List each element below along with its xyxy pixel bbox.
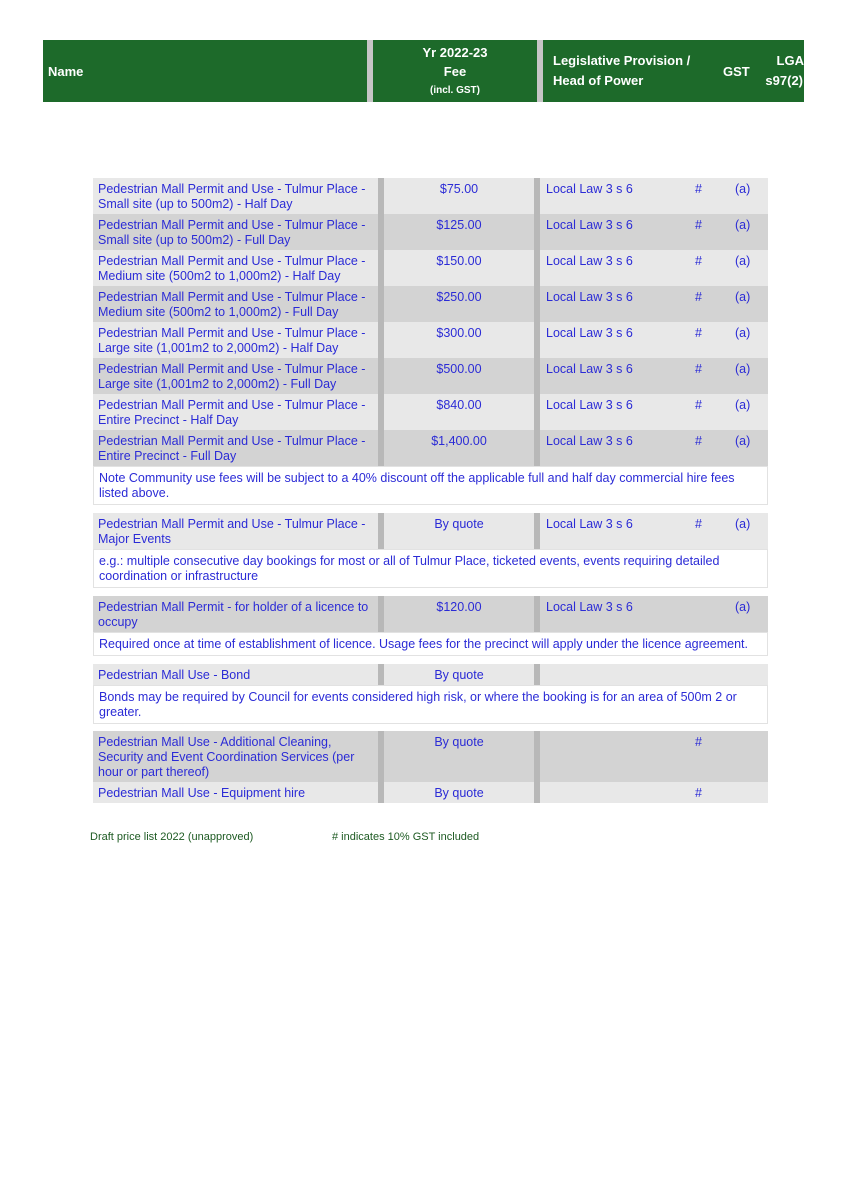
fee-amount: By quote — [434, 517, 484, 531]
lga-category: (a) — [735, 362, 751, 376]
fee-note: Bonds may be required by Council for events considered high risk, or where the booking is for an area of 500m 2 or greater. — [93, 685, 768, 724]
gst-flag: # — [695, 398, 702, 412]
fee-name: Pedestrian Mall Permit and Use - Tulmur Place - Entire Precinct - Half Day — [98, 398, 366, 427]
fee-amount: $75.00 — [439, 182, 479, 196]
table-header — [43, 40, 804, 102]
fee-amount: $500.00 — [436, 362, 482, 376]
legislation: Local Law 3 s 6 — [546, 434, 633, 448]
table-row — [93, 664, 768, 685]
legislation: Local Law 3 s 6 — [546, 182, 633, 196]
legislation: Local Law 3 s 6 — [546, 517, 633, 531]
fee-name: Pedestrian Mall Use - Bond — [98, 668, 251, 682]
header-legislation-line1: Legislative Provision / — [553, 53, 691, 68]
fee-amount: $1,400.00 — [431, 434, 487, 448]
gst-flag: # — [695, 434, 702, 448]
fee-amount: $150.00 — [436, 254, 482, 268]
fee-group-services — [93, 731, 768, 803]
fee-amount: By quote — [434, 668, 484, 682]
gst-flag — [695, 664, 735, 685]
lga-category: (a) — [735, 517, 751, 531]
header-fee-note: (incl. GST) — [430, 84, 480, 96]
table-row — [93, 214, 768, 250]
lga-category: (a) — [735, 434, 751, 448]
lga-category: (a) — [735, 182, 751, 196]
fee-amount: $300.00 — [436, 326, 482, 340]
lga-category — [735, 782, 768, 803]
fee-amount: $840.00 — [436, 398, 482, 412]
gst-flag: # — [695, 290, 702, 304]
lga-category — [735, 731, 768, 782]
table-row — [93, 430, 768, 466]
table-row — [93, 358, 768, 394]
table-row — [93, 286, 768, 322]
lga-category: (a) — [735, 398, 751, 412]
header-gst: GST — [723, 40, 753, 102]
fee-note: Note Community use fees will be subject to a 40% discount off the applicable full and half day commercial hire fees listed above. — [93, 466, 768, 505]
header-legislation — [543, 40, 723, 102]
fee-group-licence — [93, 596, 768, 656]
legislation: Local Law 3 s 6 — [546, 290, 633, 304]
table-row — [93, 322, 768, 358]
legislation: Local Law 3 s 6 — [546, 600, 633, 614]
fee-group-site-hire — [93, 178, 768, 505]
lga-category: (a) — [735, 326, 751, 340]
fee-amount: $125.00 — [436, 218, 482, 232]
fee-name: Pedestrian Mall Permit and Use - Tulmur Place - Medium site (500m2 to 1,000m2) - Full Day — [98, 290, 366, 319]
draft-label: Draft price list 2022 (unapproved) — [90, 831, 254, 843]
fee-name: Pedestrian Mall Use - Equipment hire — [98, 786, 306, 800]
fee-name: Pedestrian Mall Permit and Use - Tulmur Place - Entire Precinct - Full Day — [98, 434, 366, 463]
table-row — [93, 782, 768, 803]
legislation: Local Law 3 s 6 — [546, 218, 633, 232]
table-row — [93, 596, 768, 632]
header-name: Name — [43, 40, 367, 102]
legislation: Local Law 3 s 6 — [546, 326, 633, 340]
fee-name: Pedestrian Mall Use - Additional Cleaning, Security and Event Coordination Services (per hour or part thereof) — [98, 735, 355, 779]
table-row — [93, 513, 768, 549]
fee-name: Pedestrian Mall Permit and Use - Tulmur Place - Major Events — [98, 517, 366, 546]
fee-group-bond — [93, 664, 768, 724]
lga-category: (a) — [735, 254, 751, 268]
fee-amount: By quote — [434, 735, 484, 749]
fee-name: Pedestrian Mall Permit and Use - Tulmur Place - Large site (1,001m2 to 2,000m2) - Full Day — [98, 362, 366, 391]
table-row — [93, 731, 768, 782]
fee-name: Pedestrian Mall Permit and Use - Tulmur Place - Small site (up to 500m2) - Half Day — [98, 182, 366, 211]
gst-flag: # — [695, 254, 702, 268]
gst-flag: # — [695, 326, 702, 340]
table-row — [93, 394, 768, 430]
table-row — [93, 250, 768, 286]
gst-flag: # — [695, 362, 702, 376]
fee-name: Pedestrian Mall Permit - for holder of a licence to occupy — [98, 600, 369, 629]
header-lga-line2: s97(2) — [765, 73, 803, 88]
legislation: Local Law 3 s 6 — [546, 254, 633, 268]
fee-note: Required once at time of establishment of licence. Usage fees for the precinct will apply under the licence agreement. — [93, 632, 768, 656]
header-fee-year: Yr 2022-23 — [422, 44, 488, 60]
lga-category: (a) — [735, 218, 751, 232]
legislation: Local Law 3 s 6 — [546, 362, 633, 376]
gst-flag: # — [695, 786, 702, 800]
header-fee-label: Fee — [443, 63, 467, 79]
legislation: Local Law 3 s 6 — [546, 398, 633, 412]
table-row — [93, 178, 768, 214]
gst-legend: # indicates 10% GST included — [332, 831, 480, 843]
lga-category — [735, 664, 768, 685]
fee-note: e.g.: multiple consecutive day bookings for most or all of Tulmur Place, ticketed events, events requiring detailed coordination or infrastructure — [93, 549, 768, 588]
fee-amount: $120.00 — [436, 600, 482, 614]
header-fee — [373, 40, 537, 102]
gst-flag — [695, 596, 735, 632]
gst-flag: # — [695, 735, 702, 749]
header-lga — [753, 40, 804, 102]
header-legislation-line2: Head of Power — [553, 73, 644, 88]
gst-flag: # — [695, 182, 702, 196]
legislation — [540, 782, 695, 803]
fee-name: Pedestrian Mall Permit and Use - Tulmur Place - Medium site (500m2 to 1,000m2) - Half Day — [98, 254, 366, 283]
legislation — [540, 664, 695, 685]
lga-category: (a) — [735, 290, 751, 304]
legislation — [540, 731, 695, 782]
fee-amount: $250.00 — [436, 290, 482, 304]
fee-name: Pedestrian Mall Permit and Use - Tulmur Place - Large site (1,001m2 to 2,000m2) - Half Day — [98, 326, 366, 355]
fee-name: Pedestrian Mall Permit and Use - Tulmur Place - Small site (up to 500m2) - Full Day — [98, 218, 366, 247]
gst-flag: # — [695, 517, 702, 531]
header-lga-line1: LGA — [776, 53, 804, 68]
fee-group-major-events — [93, 513, 768, 588]
lga-category: (a) — [735, 600, 751, 614]
gst-flag: # — [695, 218, 702, 232]
fee-amount: By quote — [434, 786, 484, 800]
